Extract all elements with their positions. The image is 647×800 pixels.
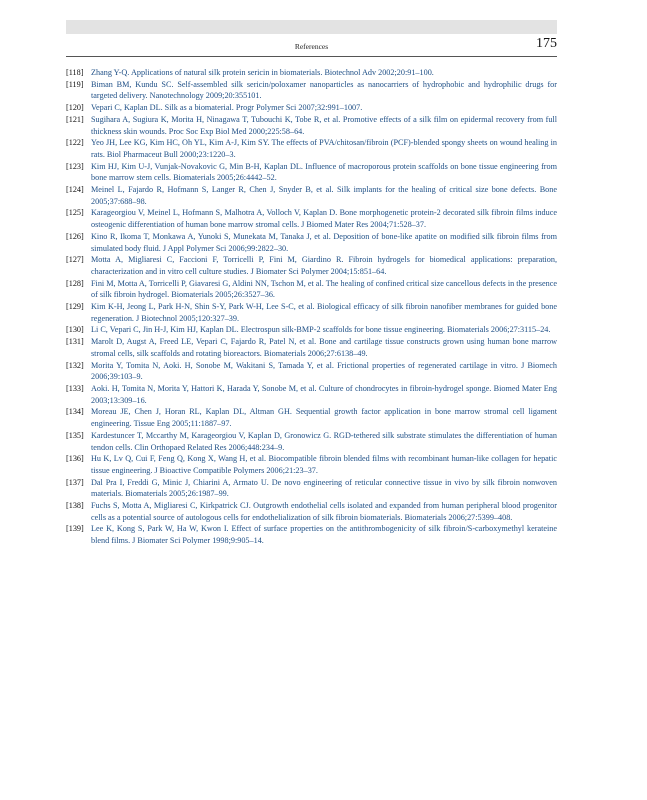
reference-text: Sugihara A, Sugiura K, Morita H, Ninagawa T, Tubouchi K, Tobe R, et al. Promotive effects of a silk film on epidermal recovery from full thickness skin wounds. Proc Soc Exp Biol Med 2000;225:58–64. [91, 114, 557, 136]
reference-list [66, 67, 557, 547]
reference-number: [137] [66, 477, 84, 487]
reference-item [66, 207, 557, 230]
reference-item [66, 383, 557, 406]
reference-item [66, 137, 557, 160]
header-band [66, 20, 557, 34]
reference-number: [121] [66, 114, 84, 124]
reference-number: [133] [66, 383, 84, 393]
reference-number: [138] [66, 501, 84, 511]
reference-number: [130] [66, 325, 84, 335]
reference-number: [127] [66, 255, 84, 265]
reference-item [66, 500, 557, 523]
reference-item [66, 360, 557, 383]
reference-number: [135] [66, 430, 84, 440]
reference-item [66, 67, 557, 79]
reference-item [66, 523, 557, 546]
reference-number: [119] [66, 79, 84, 89]
reference-number: [134] [66, 407, 84, 417]
reference-item [66, 184, 557, 207]
reference-text: Morita Y, Tomita N, Aoki. H, Sonobe M, Wakitani S, Tamada Y, et al. Frictional properties of regenerated cartilage in vitro. J Biomech 2006;39:103–9. [91, 360, 557, 382]
reference-number: [126] [66, 231, 84, 241]
reference-number: [136] [66, 454, 84, 464]
reference-text: Dal Pra I, Freddi G, Minic J, Chiarini A, Armato U. De novo engineering of reticular connective tissue in vivo by silk fibroin nonwoven materials. Biomaterials 2005;26:1987–99. [91, 477, 557, 499]
reference-text: Karageorgiou V, Meinel L, Hofmann S, Malhotra A, Volloch V, Kaplan D. Bone morphogenetic protein-2 decorated silk fibroin films induce osteogenic differentiation of human bone marrow stromal cells. J Biomed Mater Res 2004;71:528–37. [91, 208, 557, 230]
reference-text: Li C, Vepari C, Jin H-J, Kim HJ, Kaplan DL. Electrospun silk-BMP-2 scaffolds for bone tissue engineering. Biomaterials 2006;27:3115–24. [91, 325, 551, 335]
reference-number: [131] [66, 337, 84, 347]
reference-text: Hu K, Lv Q, Cui F, Feng Q, Kong X, Wang H, et al. Biocompatible fibroin blended films with recombinant human-like collagen for hepatic tissue engineering. J Bioactive Compatible Polymers 2006;21:23–37. [91, 454, 557, 475]
reference-number: [123] [66, 161, 84, 171]
reference-text: Fini M, Motta A, Torricelli P, Giavaresi G, Aldini NN, Tschon M, et al. The healing of confined critical size cancellous defects in the presence of silk fibroin hydrogel. Biomaterials 2005;26:3527–36. [91, 278, 557, 300]
reference-number: [139] [66, 524, 84, 534]
reference-item [66, 406, 557, 429]
reference-item [66, 324, 557, 336]
reference-number: [128] [66, 278, 84, 288]
reference-text: Lee K, Kong S, Park W, Ha W, Kwon I. Effect of surface properties on the antithrombogenicity of silk fibroin/S-carboxymethyl kerateine blend films. J Biomater Sci Polymer 1998;9:905–14. [91, 524, 557, 546]
reference-number: [129] [66, 302, 84, 312]
reference-item [66, 231, 557, 254]
reference-number: [125] [66, 208, 84, 218]
reference-text: Marolt D, Augst A, Freed LE, Vepari C, Fajardo R, Patel N, et al. Bone and cartilage tissue constructs grown using human bone marrow stromal cells, silk scaffolds and rotating bioreactors. Biomaterials 2006;27:6138–49. [91, 337, 557, 358]
reference-item [66, 114, 557, 137]
reference-item [66, 161, 557, 184]
reference-text: Vepari C, Kaplan DL. Silk as a biomaterial. Progr Polymer Sci 2007;32:991–1007. [91, 103, 363, 113]
reference-text: Moreau JE, Chen J, Horan RL, Kaplan DL, Altman GH. Sequential growth factor application in bone marrow stromal cell ligament engineering. Tissue Eng 2005;11:1887–97. [91, 407, 557, 429]
reference-text: Kardestuncer T, Mccarthy M, Karageorgiou V, Kaplan D, Gronowicz G. RGD-tethered silk substrate stimulates the differentiation of human tendon cells. Clin Orthopaed Related Res 2006;448:234–9. [91, 430, 557, 452]
reference-number: [118] [66, 68, 84, 77]
reference-item [66, 477, 557, 500]
running-head [66, 34, 557, 57]
reference-text: Zhang Y-Q. Applications of natural silk protein sericin in biomaterials. Biotechnol Adv 2002;20:91–100. [91, 68, 434, 77]
reference-text: Kim K-H, Jeong L, Park H-N, Shin S-Y, Park W-H, Lee S-C, et al. Biological efficacy of silk fibroin nanofiber membranes for guided bone regeneration. J Biotechnol 2005;120:327–39. [91, 302, 557, 323]
reference-text: Kino R, Ikoma T, Monkawa A, Yunoki S, Munekata M, Tanaka J, et al. Deposition of bone-like apatite on modified silk fibroin films from simulated body fluid. J Appl Polymer Sci 2006;99:2822–30. [91, 231, 557, 253]
reference-item [66, 278, 557, 301]
reference-text: Aoki. H, Tomita N, Morita Y, Hattori K, Harada Y, Sonobe M, et al. Culture of chondrocytes in fibroin-hydrogel sponge. Biomed Mater Eng 2003;13:309–16. [91, 383, 557, 405]
reference-text: Fuchs S, Motta A, Migliaresi C, Kirkpatrick CJ. Outgrowth endothelial cells isolated and expanded from human peripheral blood progenitor cells as a potential source of autologous cells for endothelialization of silk fibroin biomaterials. Biomaterials 2006;27:5399–408. [91, 501, 557, 522]
page-number: 175 [536, 36, 557, 51]
reference-item [66, 453, 557, 476]
running-title: References [294, 42, 329, 51]
reference-number: [132] [66, 360, 84, 370]
reference-number: [124] [66, 185, 84, 195]
reference-text: Biman BM, Kundu SC. Self-assembled silk sericin/poloxamer nanoparticles as nanocarriers of hydrophobic and hydrophilic drugs for targeted delivery. Nanotechnology 2009;20:355101. [91, 79, 557, 101]
reference-item [66, 336, 557, 359]
reference-item [66, 430, 557, 453]
reference-item [66, 301, 557, 324]
reference-item [66, 102, 557, 114]
reference-item [66, 79, 557, 102]
reference-text: Motta A, Migliaresi C, Faccioni F, Torricelli P, Fini M, Giardino R. Fibroin hydrogels for biomedical applications: preparation, characterization and in vitro cell culture studies. J Biomater Sci Polymer 2004;15:851–64. [91, 255, 557, 276]
reference-number: [122] [66, 138, 84, 148]
reference-text: Meinel L, Fajardo R, Hofmann S, Langer R, Chen J, Snyder B, et al. Silk implants for the healing of critical size bone defects. Bone 2005;37:688–98. [91, 185, 557, 206]
reference-item [66, 254, 557, 277]
reference-number: [120] [66, 103, 84, 113]
reference-text: Kim HJ, Kim U-J, Vunjak-Novakovic G, Min B-H, Kaplan DL. Influence of macroporous protein scaffolds on bone tissue engineering from bone marrow stem cells. Biomaterials 2005;26:4442–52. [91, 161, 557, 183]
reference-text: Yeo JH, Lee KG, Kim HC, Oh YL, Kim A-J, Kim SY. The effects of PVA/chitosan/fibroin (PCF)-blended spongy sheets on wound healing in rats. Biol Pharmaceut Bull 2000;23:1220–3. [91, 138, 557, 159]
